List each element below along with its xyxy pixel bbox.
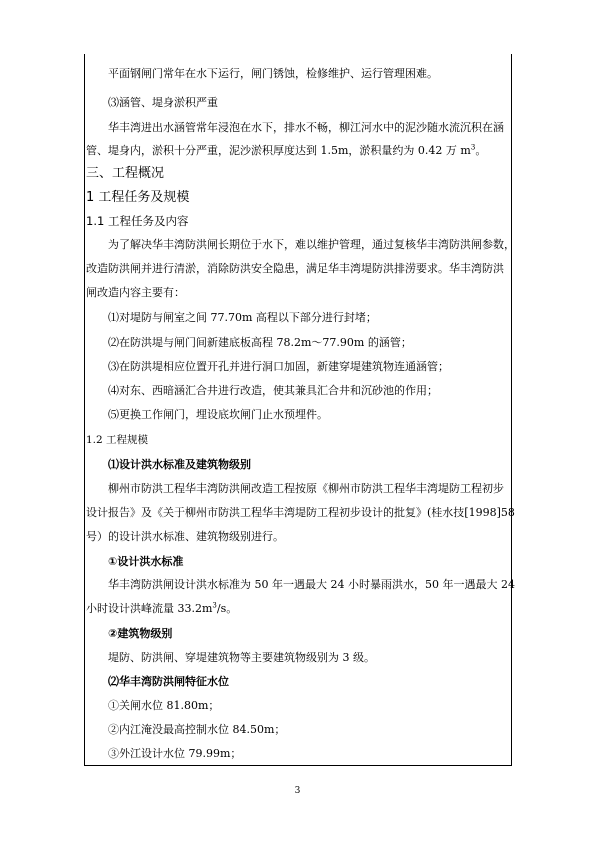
subheading: ⑵华丰湾防洪闸特征水位	[108, 675, 229, 688]
paragraph-line: 号）的设计洪水标准、建筑物级别进行。	[86, 530, 284, 543]
paragraph-line: 柳州市防洪工程华丰湾防洪闸改造工程按原《柳州市防洪工程华丰湾堤防工程初步	[108, 482, 504, 495]
subheading: ①设计洪水标准	[108, 555, 184, 568]
list-item: ⑸更换工作闸门，埋设底坎闸门止水预埋件。	[108, 408, 328, 421]
superscript: 3	[470, 143, 476, 152]
list-item: ③外江设计水位 79.99m；	[108, 747, 242, 760]
list-item: ②内江淹没最高控制水位 84.50m；	[108, 723, 286, 736]
subheading: ②建筑物级别	[108, 627, 173, 640]
paragraph-line: 闸改造内容主要有：	[86, 286, 185, 299]
paragraph-line: 改造防洪闸并进行清淤，消除防洪安全隐患，满足华丰湾堤防洪排涝要求。华丰湾防洪	[86, 262, 504, 275]
superscript: 3	[212, 601, 217, 610]
list-item: ⑶在防洪堤相应位置开孔并进行洞口加固，新建穿堤建筑物连通涵管；	[108, 360, 449, 373]
list-item: ⑴对堤防与闸室之间 77.70m 高程以下部分进行封堵；	[108, 311, 377, 324]
page-number: 3	[294, 786, 301, 796]
section-heading: 1 工程任务及规模	[86, 190, 190, 205]
list-item: ⑵在防洪堤与闸门间新建底板高程 78.2m～77.90m 的涵管；	[108, 336, 412, 349]
section-heading: 三、工程概况	[86, 166, 165, 181]
paragraph-line: 平面钢闸门常年在水下运行，闸门锈蚀，检修维护、运行管理困难。	[108, 67, 438, 80]
paragraph-line: 管、堤身内，淤积十分严重，泥沙淤积厚度达到 1.5m，淤积量约为 0.42 万 $m^3$。	[86, 143, 487, 157]
paragraph-line: 华丰湾进出水涵管常年浸泡在水下，排水不畅，柳江河水中的泥沙随水流沉积在涵	[108, 121, 504, 134]
subsection-heading: 1.1 工程任务及内容	[86, 214, 189, 228]
list-item: ①关闸水位 81.80m；	[108, 699, 220, 712]
paragraph-line: 为了解决华丰湾防洪闸长期位于水下，难以维护管理，通过复核华丰湾防洪闸参数，	[108, 238, 515, 251]
list-item: ⑷对东、西暗涵汇合井进行改造，使其兼具汇合井和沉砂池的作用；	[108, 384, 438, 397]
paragraph-line: 小时设计洪峰流量 $33.2m^3/s$。	[86, 601, 238, 615]
paragraph-line: 华丰湾防洪闸设计洪水标准为 50 年一遇最大 24 小时暴雨洪水，50 年一遇最大 24	[108, 578, 515, 591]
subheading: ⑴设计洪水标准及建筑物级别	[108, 458, 251, 471]
paragraph-line: 设计报告》及《关于柳州市防洪工程华丰湾堤防工程初步设计的批复》(桂水技[1998]58	[86, 506, 515, 519]
paragraph-line: 堤防、防洪闸、穿堤建筑物等主要建筑物级别为 3 级。	[108, 651, 375, 664]
subsection-heading: 1.2 工程规模	[86, 434, 149, 446]
subheading: ⑶涵管、堤身淤积严重	[108, 96, 218, 109]
